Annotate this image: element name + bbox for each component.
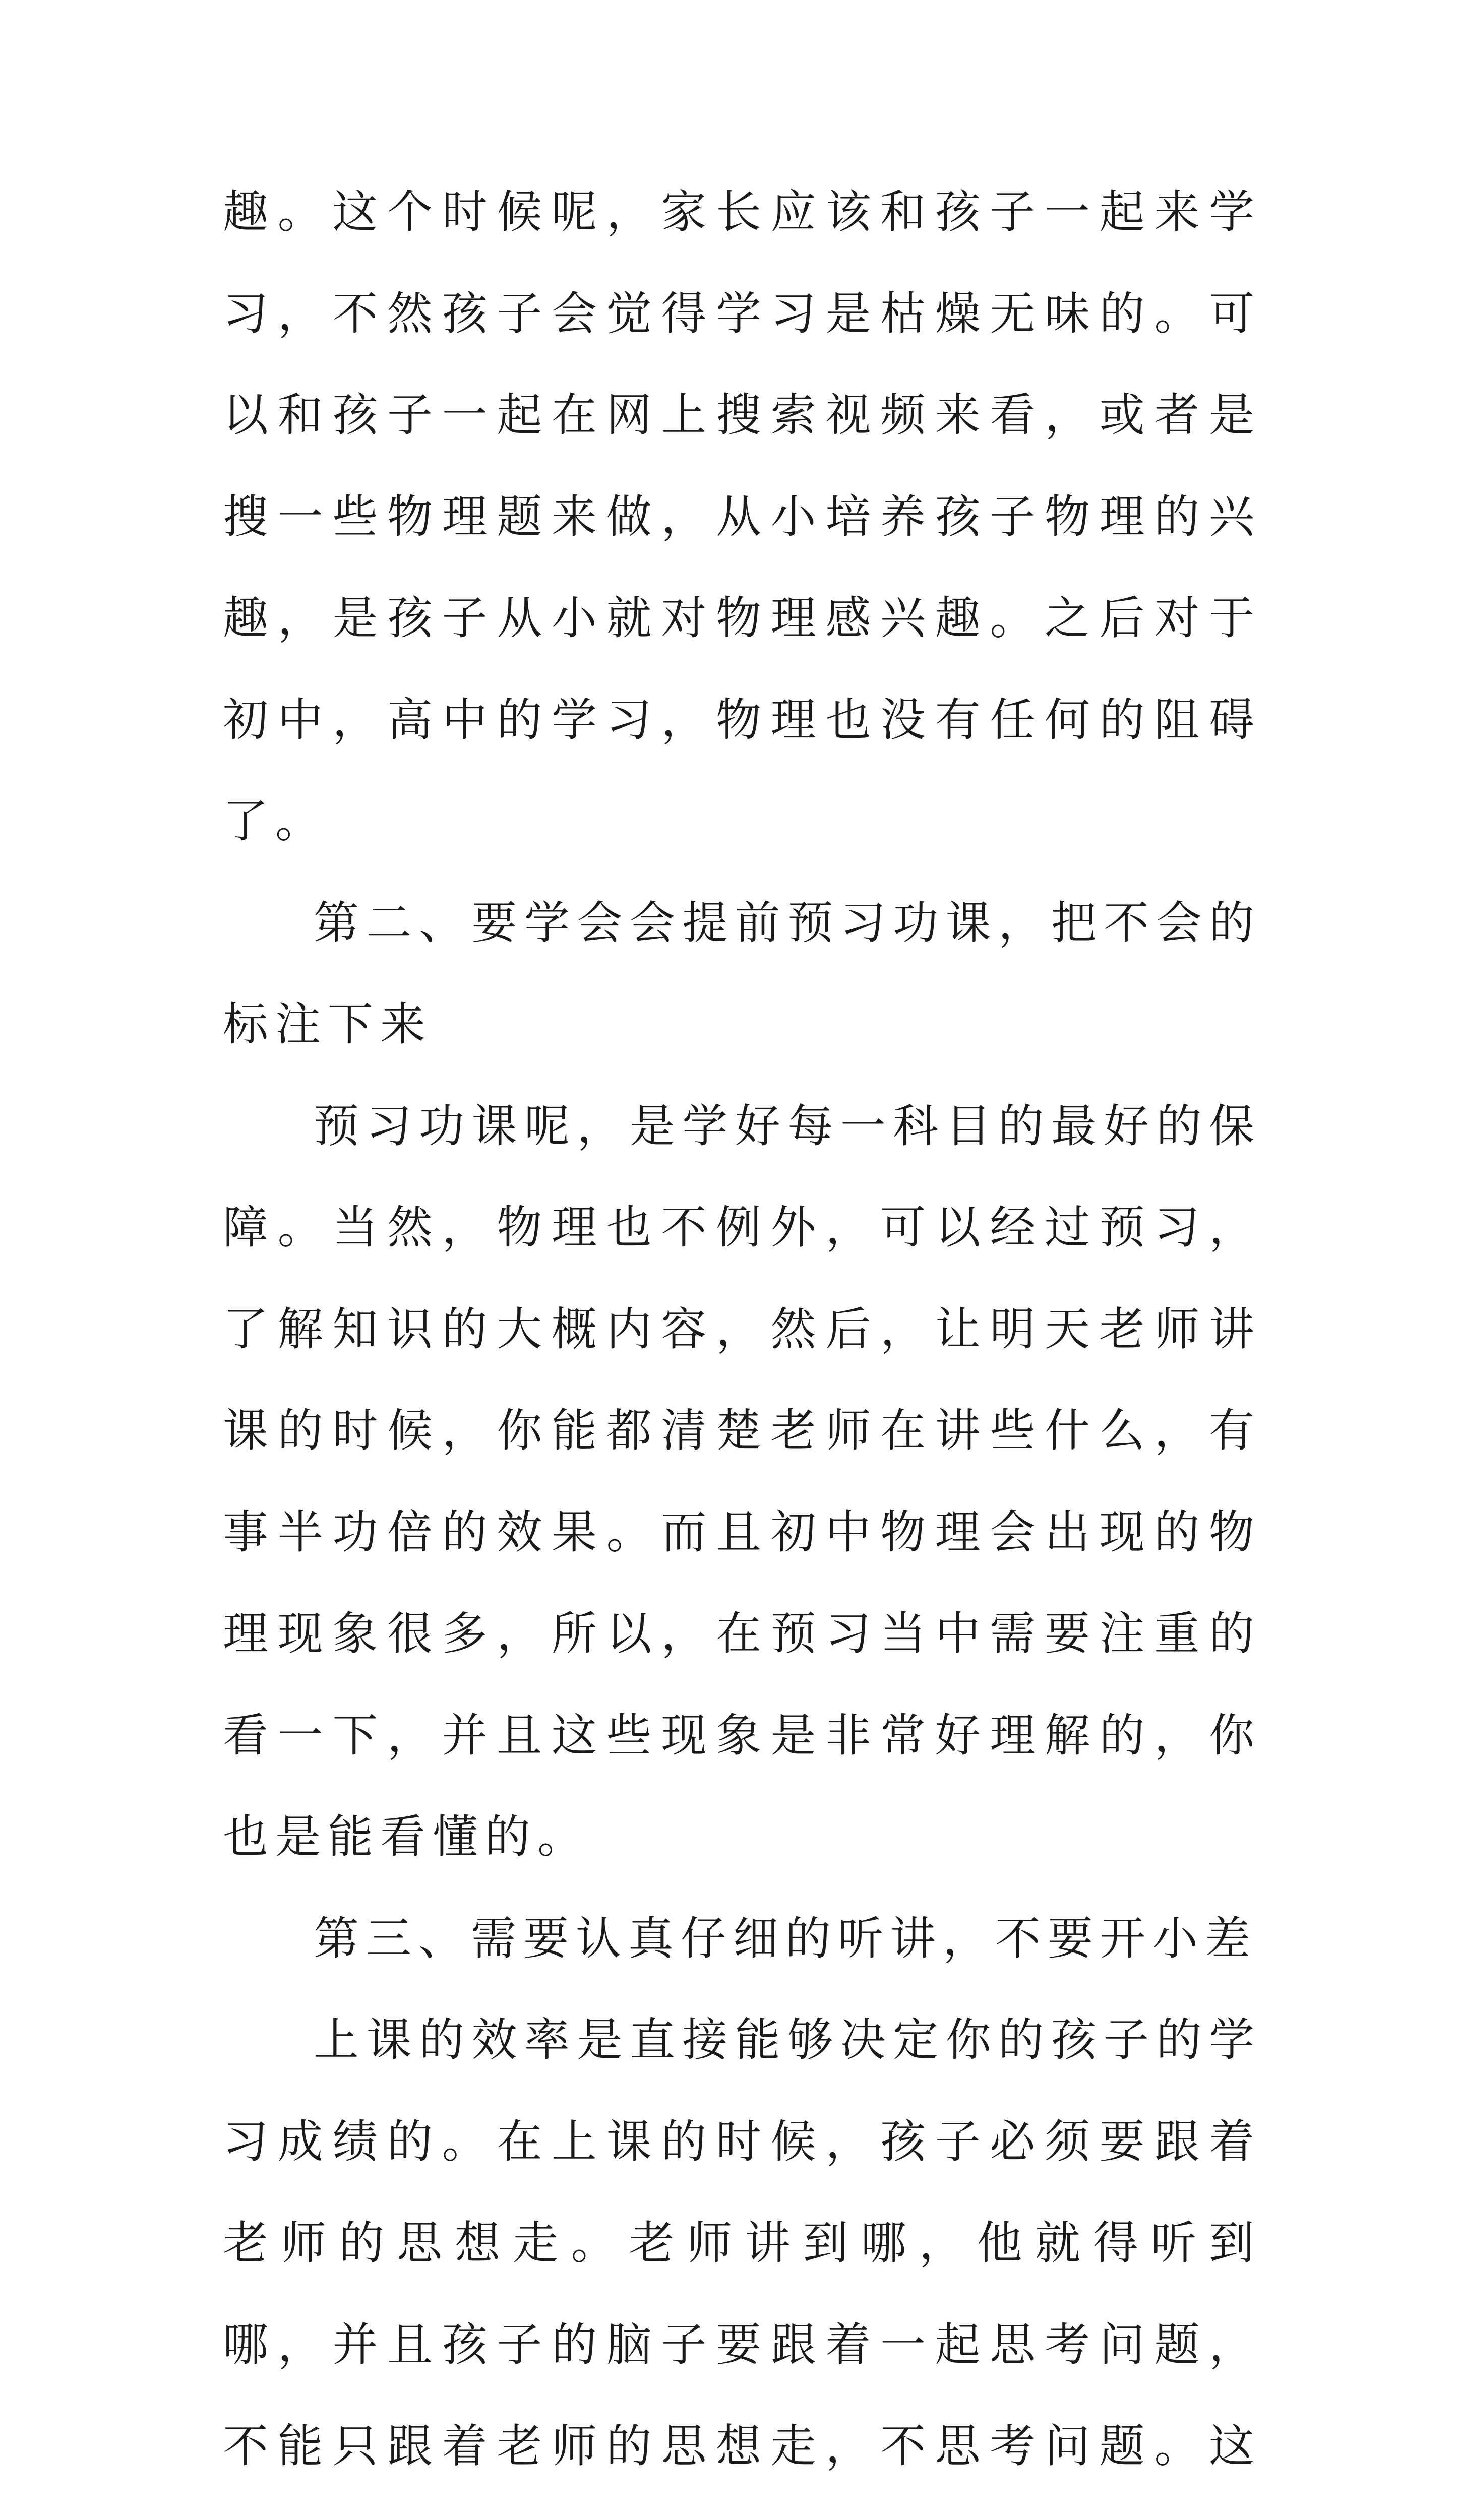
heading-third-listen: 第三、需要认真仔细的听讲，不要开小差	[314, 1912, 1257, 1965]
paragraph-listen: 上课的效率是直接能够决定你的孩子的学习成绩的。在上课的时候，孩子必须要跟着老师的思想走。老师讲到哪，他就得听到哪，并且孩子的脑子要跟着一起思考问题，不能只跟着老师的思想走，不思考问题。这	[223, 2013, 1261, 2473]
document-body	[223, 161, 1261, 2520]
paragraph-preview: 预习功课呢，是学好每一科目的最好的保障。当然，物理也不例外，可以经过预习，了解知识的大概内容，然后，让明天老师讲课的时候，你能都清楚老师在讲些什么，有事半功倍的效果。而且初中物理会出现的物理现象很多，所以，在预习当中需要注重的看一下，并且这些现象是非常好理解的，你也是能看懂的。	[223, 1099, 1261, 1863]
paragraph-continuation: 趣。这个时候呢，家长应该和孩子一起来学习，不然孩子会觉得学习是枯燥无味的。可以和孩子一起在网上搜索视频来看，或者是搜一些物理题来做，从小培养孩子物理的兴趣，是孩子从小就对物理感兴趣。之后对于初中，高中的学习，物理也没有任何的阻碍了。	[223, 185, 1261, 848]
heading-second-preview: 第二、要学会会提前预习功课，把不会的标注下来	[223, 896, 1261, 1051]
